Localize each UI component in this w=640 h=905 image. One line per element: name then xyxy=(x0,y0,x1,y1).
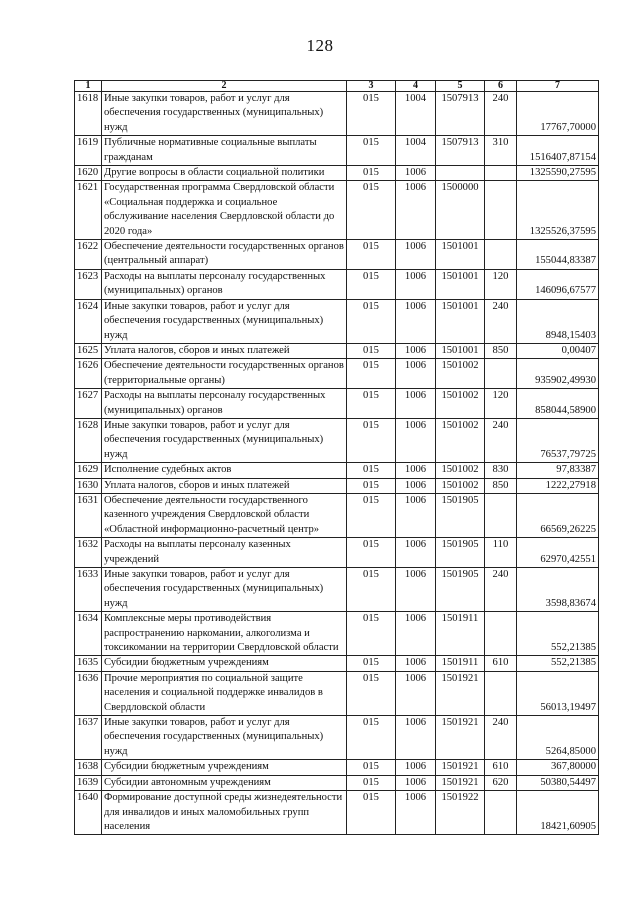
section-code-cell: 1006 xyxy=(396,760,436,775)
target-code-cell: 1501921 xyxy=(436,760,485,775)
column-header: 7 xyxy=(517,81,599,92)
column-header: 4 xyxy=(396,81,436,92)
expense-type-cell: 610 xyxy=(485,656,517,671)
ministry-code-cell: 015 xyxy=(347,418,396,462)
expense-type-cell: 110 xyxy=(485,538,517,568)
item-name-cell: Расходы на выплаты персоналу государственных (муниципальных) органов xyxy=(102,389,347,419)
item-name-cell: Исполнение судебных актов xyxy=(102,463,347,478)
target-code-cell: 1501922 xyxy=(436,791,485,835)
item-name-cell: Уплата налогов, сборов и иных платежей xyxy=(102,478,347,493)
section-code-cell: 1006 xyxy=(396,299,436,343)
table-row xyxy=(75,136,599,166)
amount-cell: 552,21385 xyxy=(517,656,599,671)
expense-type-cell: 610 xyxy=(485,760,517,775)
section-code-cell: 1006 xyxy=(396,166,436,181)
row-number-cell: 1632 xyxy=(75,538,102,568)
table-row xyxy=(75,538,599,568)
row-number-cell: 1637 xyxy=(75,716,102,760)
expense-type-cell: 240 xyxy=(485,299,517,343)
expense-type-cell: 240 xyxy=(485,568,517,612)
section-code-cell: 1006 xyxy=(396,612,436,656)
amount-cell: 858044,58900 xyxy=(517,389,599,419)
table-row xyxy=(75,671,599,715)
amount-cell: 17767,70000 xyxy=(517,92,599,136)
ministry-code-cell: 015 xyxy=(347,760,396,775)
table-row xyxy=(75,181,599,240)
table-row xyxy=(75,389,599,419)
expense-type-cell: 620 xyxy=(485,775,517,790)
expense-type-cell: 240 xyxy=(485,92,517,136)
ministry-code-cell: 015 xyxy=(347,166,396,181)
column-header: 2 xyxy=(102,81,347,92)
expense-type-cell xyxy=(485,493,517,537)
item-name-cell: Формирование доступной среды жизнедеятельности для инвалидов и иных маломобильных групп населения xyxy=(102,791,347,835)
header-row xyxy=(75,81,599,92)
row-number-cell: 1638 xyxy=(75,760,102,775)
table-row xyxy=(75,612,599,656)
section-code-cell: 1006 xyxy=(396,716,436,760)
ministry-code-cell: 015 xyxy=(347,538,396,568)
row-number-cell: 1636 xyxy=(75,671,102,715)
page-number: 128 xyxy=(306,36,334,55)
target-code-cell: 1501921 xyxy=(436,775,485,790)
item-name-cell: Государственная программа Свердловской области «Социальная поддержка и социальное обслуживание населения Свердловской области до 2020 года» xyxy=(102,181,347,240)
expense-type-cell xyxy=(485,240,517,270)
section-code-cell: 1006 xyxy=(396,656,436,671)
amount-cell: 97,83387 xyxy=(517,463,599,478)
ministry-code-cell: 015 xyxy=(347,656,396,671)
item-name-cell: Комплексные меры противодействия распространению наркомании, алкоголизма и токсикомании на территории Свердловской области xyxy=(102,612,347,656)
ministry-code-cell: 015 xyxy=(347,671,396,715)
section-code-cell: 1006 xyxy=(396,478,436,493)
target-code-cell: 1501001 xyxy=(436,343,485,358)
amount-cell: 56013,19497 xyxy=(517,671,599,715)
target-code-cell: 1501002 xyxy=(436,463,485,478)
row-number-cell: 1624 xyxy=(75,299,102,343)
row-number-cell: 1628 xyxy=(75,418,102,462)
column-header: 1 xyxy=(75,81,102,92)
expense-type-cell: 120 xyxy=(485,389,517,419)
section-code-cell: 1006 xyxy=(396,389,436,419)
item-name-cell: Иные закупки товаров, работ и услуг для обеспечения государственных (муниципальных) нужд xyxy=(102,299,347,343)
ministry-code-cell: 015 xyxy=(347,181,396,240)
target-code-cell: 1501002 xyxy=(436,478,485,493)
expense-type-cell xyxy=(485,612,517,656)
target-code-cell: 1507913 xyxy=(436,92,485,136)
item-name-cell: Расходы на выплаты персоналу казенных учреждений xyxy=(102,538,347,568)
amount-cell: 367,80000 xyxy=(517,760,599,775)
table-row xyxy=(75,716,599,760)
target-code-cell: 1501921 xyxy=(436,716,485,760)
column-header: 6 xyxy=(485,81,517,92)
section-code-cell: 1004 xyxy=(396,92,436,136)
section-code-cell: 1006 xyxy=(396,269,436,299)
item-name-cell: Обеспечение деятельности государственных органов (центральный аппарат) xyxy=(102,240,347,270)
expense-type-cell: 850 xyxy=(485,478,517,493)
target-code-cell: 1501002 xyxy=(436,389,485,419)
column-header: 3 xyxy=(347,81,396,92)
ministry-code-cell: 015 xyxy=(347,299,396,343)
table-row xyxy=(75,478,599,493)
target-code-cell: 1501905 xyxy=(436,538,485,568)
table-row xyxy=(75,269,599,299)
section-code-cell: 1006 xyxy=(396,463,436,478)
ministry-code-cell: 015 xyxy=(347,716,396,760)
ministry-code-cell: 015 xyxy=(347,343,396,358)
expense-type-cell: 830 xyxy=(485,463,517,478)
table-row xyxy=(75,791,599,835)
target-code-cell: 1501911 xyxy=(436,612,485,656)
amount-cell: 155044,83387 xyxy=(517,240,599,270)
target-code-cell: 1500000 xyxy=(436,181,485,240)
row-number-cell: 1629 xyxy=(75,463,102,478)
item-name-cell: Иные закупки товаров, работ и услуг для обеспечения государственных (муниципальных) нужд xyxy=(102,92,347,136)
target-code-cell: 1501905 xyxy=(436,568,485,612)
amount-cell: 1222,27918 xyxy=(517,478,599,493)
amount-cell: 76537,79725 xyxy=(517,418,599,462)
row-number-cell: 1633 xyxy=(75,568,102,612)
section-code-cell: 1006 xyxy=(396,418,436,462)
amount-cell: 5264,85000 xyxy=(517,716,599,760)
target-code-cell: 1501911 xyxy=(436,656,485,671)
row-number-cell: 1631 xyxy=(75,493,102,537)
table-row xyxy=(75,240,599,270)
section-code-cell: 1006 xyxy=(396,568,436,612)
ministry-code-cell: 015 xyxy=(347,269,396,299)
ministry-code-cell: 015 xyxy=(347,775,396,790)
row-number-cell: 1621 xyxy=(75,181,102,240)
expense-type-cell xyxy=(485,671,517,715)
row-number-cell: 1619 xyxy=(75,136,102,166)
ministry-code-cell: 015 xyxy=(347,359,396,389)
table-row xyxy=(75,493,599,537)
amount-cell: 8948,15403 xyxy=(517,299,599,343)
expense-type-cell xyxy=(485,181,517,240)
expense-type-cell: 240 xyxy=(485,418,517,462)
ministry-code-cell: 015 xyxy=(347,612,396,656)
amount-cell: 62970,42551 xyxy=(517,538,599,568)
ministry-code-cell: 015 xyxy=(347,92,396,136)
section-code-cell: 1006 xyxy=(396,181,436,240)
item-name-cell: Субсидии бюджетным учреждениям xyxy=(102,656,347,671)
row-number-cell: 1623 xyxy=(75,269,102,299)
ministry-code-cell: 015 xyxy=(347,568,396,612)
row-number-cell: 1620 xyxy=(75,166,102,181)
section-code-cell: 1006 xyxy=(396,359,436,389)
target-code-cell: 1501905 xyxy=(436,493,485,537)
ministry-code-cell: 015 xyxy=(347,791,396,835)
ministry-code-cell: 015 xyxy=(347,478,396,493)
table-row xyxy=(75,775,599,790)
target-code-cell: 1501001 xyxy=(436,299,485,343)
table-row xyxy=(75,359,599,389)
item-name-cell: Обеспечение деятельности государственных органов (территориальные органы) xyxy=(102,359,347,389)
column-header: 5 xyxy=(436,81,485,92)
section-code-cell: 1006 xyxy=(396,538,436,568)
row-number-cell: 1640 xyxy=(75,791,102,835)
amount-cell: 935902,49930 xyxy=(517,359,599,389)
table-row xyxy=(75,299,599,343)
ministry-code-cell: 015 xyxy=(347,136,396,166)
item-name-cell: Прочие мероприятия по социальной защите населения и социальной поддержке инвалидов в Свердловской области xyxy=(102,671,347,715)
row-number-cell: 1627 xyxy=(75,389,102,419)
table-row xyxy=(75,418,599,462)
row-number-cell: 1618 xyxy=(75,92,102,136)
row-number-cell: 1634 xyxy=(75,612,102,656)
item-name-cell: Субсидии бюджетным учреждениям xyxy=(102,760,347,775)
section-code-cell: 1006 xyxy=(396,240,436,270)
amount-cell: 552,21385 xyxy=(517,612,599,656)
item-name-cell: Обеспечение деятельности государственного казенного учреждения Свердловской области «Областной информационно-расчетный центр» xyxy=(102,493,347,537)
expense-type-cell: 310 xyxy=(485,136,517,166)
amount-cell: 0,00407 xyxy=(517,343,599,358)
section-code-cell: 1004 xyxy=(396,136,436,166)
ministry-code-cell: 015 xyxy=(347,463,396,478)
row-number-cell: 1625 xyxy=(75,343,102,358)
expense-type-cell: 850 xyxy=(485,343,517,358)
table-row xyxy=(75,656,599,671)
table-row xyxy=(75,343,599,358)
target-code-cell: 1501001 xyxy=(436,269,485,299)
amount-cell: 1325590,27595 xyxy=(517,166,599,181)
target-code-cell: 1501002 xyxy=(436,418,485,462)
amount-cell: 66569,26225 xyxy=(517,493,599,537)
table-row xyxy=(75,568,599,612)
item-name-cell: Расходы на выплаты персоналу государственных (муниципальных) органов xyxy=(102,269,347,299)
target-code-cell: 1501921 xyxy=(436,671,485,715)
section-code-cell: 1006 xyxy=(396,493,436,537)
ministry-code-cell: 015 xyxy=(347,493,396,537)
amount-cell: 3598,83674 xyxy=(517,568,599,612)
target-code-cell: 1507913 xyxy=(436,136,485,166)
target-code-cell xyxy=(436,166,485,181)
item-name-cell: Иные закупки товаров, работ и услуг для обеспечения государственных (муниципальных) нужд xyxy=(102,716,347,760)
item-name-cell: Публичные нормативные социальные выплаты гражданам xyxy=(102,136,347,166)
section-code-cell: 1006 xyxy=(396,343,436,358)
item-name-cell: Субсидии автономным учреждениям xyxy=(102,775,347,790)
amount-cell: 1325526,37595 xyxy=(517,181,599,240)
target-code-cell: 1501001 xyxy=(436,240,485,270)
amount-cell: 1516407,87154 xyxy=(517,136,599,166)
ministry-code-cell: 015 xyxy=(347,240,396,270)
expense-type-cell xyxy=(485,359,517,389)
item-name-cell: Другие вопросы в области социальной политики xyxy=(102,166,347,181)
table-row xyxy=(75,166,599,181)
expense-type-cell: 120 xyxy=(485,269,517,299)
row-number-cell: 1635 xyxy=(75,656,102,671)
ministry-code-cell: 015 xyxy=(347,389,396,419)
section-code-cell: 1006 xyxy=(396,791,436,835)
row-number-cell: 1626 xyxy=(75,359,102,389)
table-row xyxy=(75,92,599,136)
target-code-cell: 1501002 xyxy=(436,359,485,389)
amount-cell: 18421,60905 xyxy=(517,791,599,835)
table-row xyxy=(75,760,599,775)
amount-cell: 146096,67577 xyxy=(517,269,599,299)
table-row xyxy=(75,463,599,478)
row-number-cell: 1639 xyxy=(75,775,102,790)
row-number-cell: 1622 xyxy=(75,240,102,270)
row-number-cell: 1630 xyxy=(75,478,102,493)
section-code-cell: 1006 xyxy=(396,671,436,715)
amount-cell: 50380,54497 xyxy=(517,775,599,790)
expense-type-cell: 240 xyxy=(485,716,517,760)
item-name-cell: Уплата налогов, сборов и иных платежей xyxy=(102,343,347,358)
section-code-cell: 1006 xyxy=(396,775,436,790)
expense-type-cell xyxy=(485,791,517,835)
item-name-cell: Иные закупки товаров, работ и услуг для обеспечения государственных (муниципальных) нужд xyxy=(102,568,347,612)
budget-table xyxy=(74,80,599,835)
expense-type-cell xyxy=(485,166,517,181)
item-name-cell: Иные закупки товаров, работ и услуг для обеспечения государственных (муниципальных) нужд xyxy=(102,418,347,462)
